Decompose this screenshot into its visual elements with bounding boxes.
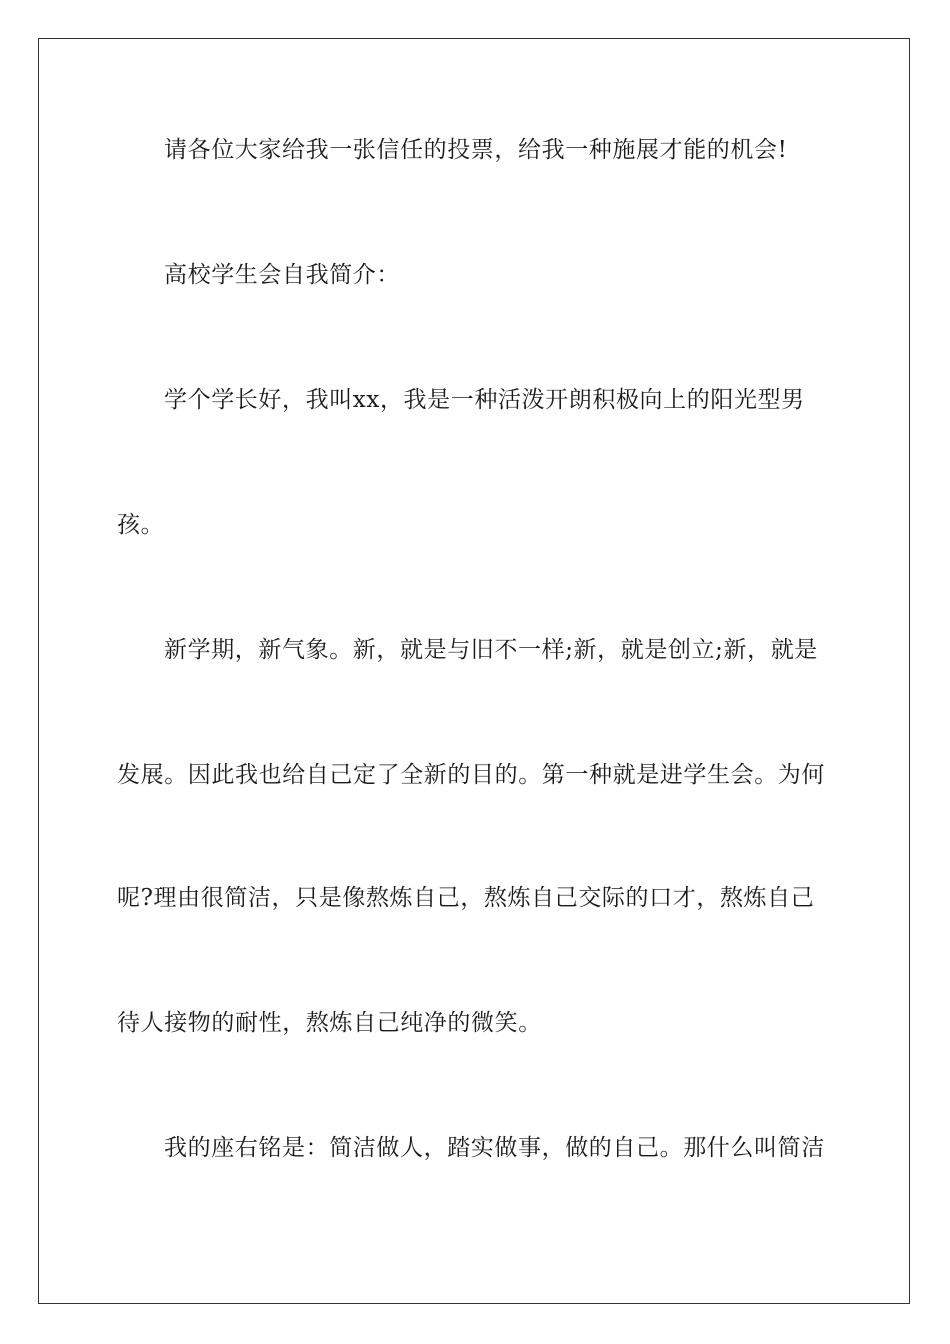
page-border	[38, 38, 910, 1304]
paragraph-line: 我的座右铭是：简洁做人，踏实做事，做的自己。那什么叫简洁	[164, 1135, 825, 1161]
paragraph-line: 请各位大家给我一张信任的投票，给我一种施展才能的机会!	[164, 137, 788, 163]
paragraph-line: 呢?理由很简洁，只是像熬炼自己，熬炼自己交际的口才，熬炼自己	[117, 885, 815, 911]
paragraph-line: 发展。因此我也给自己定了全新的目的。第一种就是进学生会。为何	[117, 762, 825, 788]
paragraph-line: 孩。	[117, 512, 165, 538]
paragraph-line: 待人接物的耐性，熬炼自己纯净的微笑。	[117, 1010, 542, 1036]
paragraph-line: 学个学长好，我叫xx，我是一种活泼开朗积极向上的阳光型男	[164, 387, 805, 413]
paragraph-line: 新学期，新气象。新，就是与旧不一样;新，就是创立;新，就是	[164, 637, 818, 663]
section-heading: 高校学生会自我简介：	[164, 262, 400, 288]
